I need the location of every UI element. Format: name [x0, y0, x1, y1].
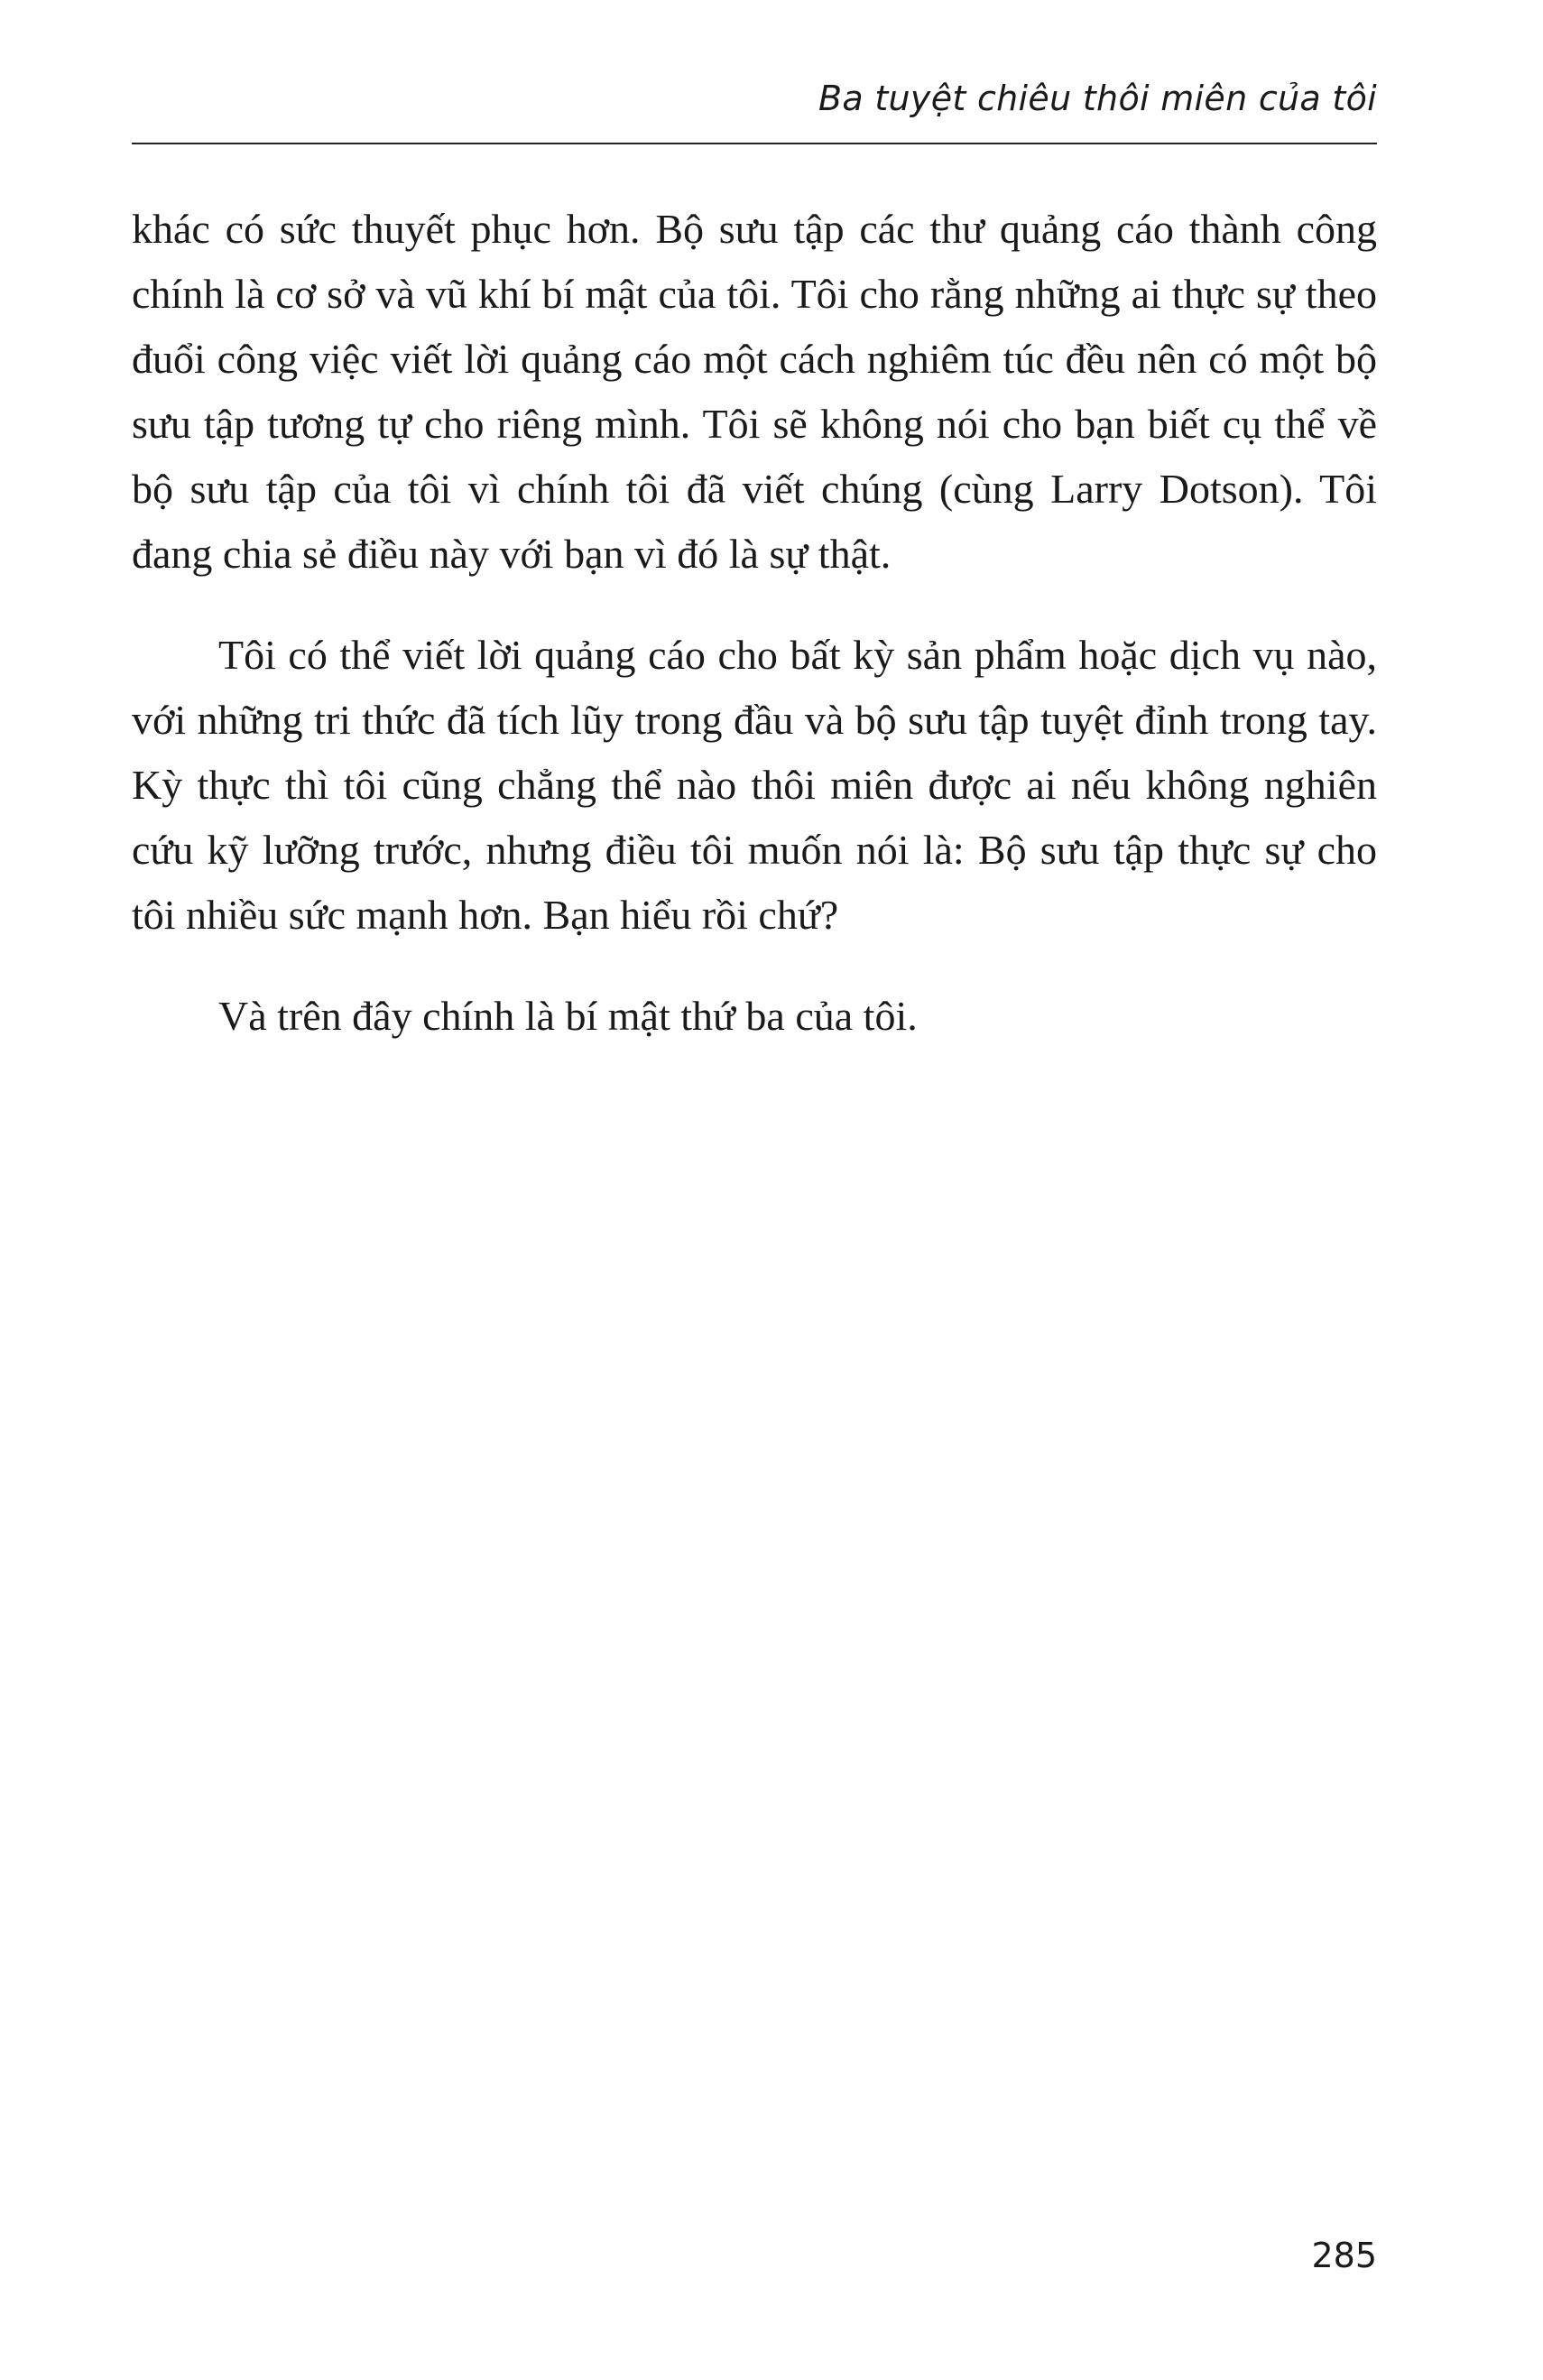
paragraph-continued: khác có sức thuyết phục hơn. Bộ sưu tập các thư quảng cáo thành công chính là cơ sở và vũ khí bí mật của tôi. Tôi cho rằng những ai thực sự theo đuổi công việc viết lời quảng cáo một cách nghiêm túc đều nên có một bộ sưu tập tương tự cho riêng mình. Tôi sẽ không nói cho bạn biết cụ thể về bộ sưu tập của tôi vì chính tôi đã viết chúng (cùng Larry Dotson). Tôi đang chia sẻ điều này với bạn vì đó là sự thật. [132, 206, 1377, 577]
header-divider [132, 143, 1377, 144]
page-body [132, 197, 1377, 1085]
paragraph: Và trên đây chính là bí mật thứ ba của tôi. [218, 993, 918, 1039]
running-header-title: Ba tuyệt chiêu thôi miên của tôi [818, 79, 1377, 118]
page-number: 285 [1311, 2236, 1377, 2275]
paragraph: Tôi có thể viết lời quảng cáo cho bất kỳ sản phẩm hoặc dịch vụ nào, với những tri thức đã tích lũy trong đầu và bộ sưu tập tuyệt đỉnh trong tay. Kỳ thực thì tôi cũng chẳng thể nào thôi miên được ai nếu không nghiên cứu kỹ lưỡng trước, nhưng điều tôi muốn nói là: Bộ sưu tập thực sự cho tôi nhiều sức mạnh hơn. Bạn hiểu rồi chứ? [132, 632, 1377, 938]
